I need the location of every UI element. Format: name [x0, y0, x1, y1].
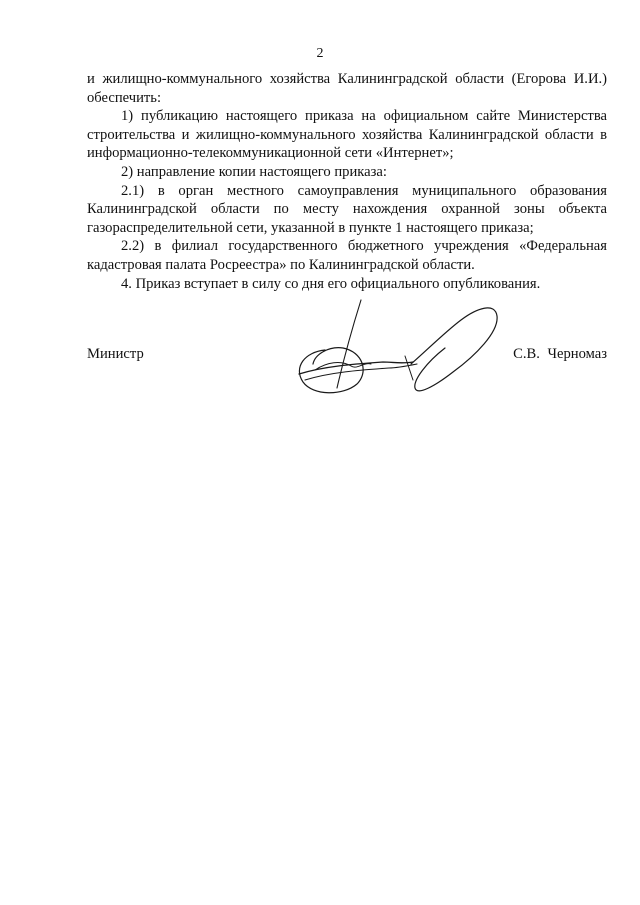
page-number: 2	[316, 46, 324, 61]
paragraph-effective-date: 4. Приказ вступает в силу со дня его официального опубликования.	[121, 275, 541, 292]
handwritten-signature	[285, 292, 515, 402]
signatory-title: Министр	[87, 346, 144, 362]
paragraph-municipal-body: 2.1) в орган местного самоуправления муниципального образования Калининградской области по месту нахождения охранной зоны объекта газораспределительной сети, указанной в пункте 1 настоящего приказа;	[87, 182, 607, 236]
paragraph-publication: 1) публикацию настоящего приказа на официальном сайте Министерства строительства и жилищно-коммунального хозяйства Калининградской области в информационно-телекоммуникационной сети «Интернет»;	[87, 108, 607, 162]
paragraph-send-copy: 2) направление копии настоящего приказа:	[121, 163, 387, 180]
paragraph-cadastral-chamber: 2.2) в филиал государственного бюджетного учреждения «Федеральная кадастровая палата Росреестра» по Калининградской области.	[87, 238, 607, 273]
paragraph-responsible-ministry: и жилищно-коммунального хозяйства Калининградской области (Егорова И.И.) обеспечить:	[87, 71, 607, 106]
signatory-name: С.В. Черномаз	[513, 346, 607, 362]
document-body	[87, 70, 607, 293]
